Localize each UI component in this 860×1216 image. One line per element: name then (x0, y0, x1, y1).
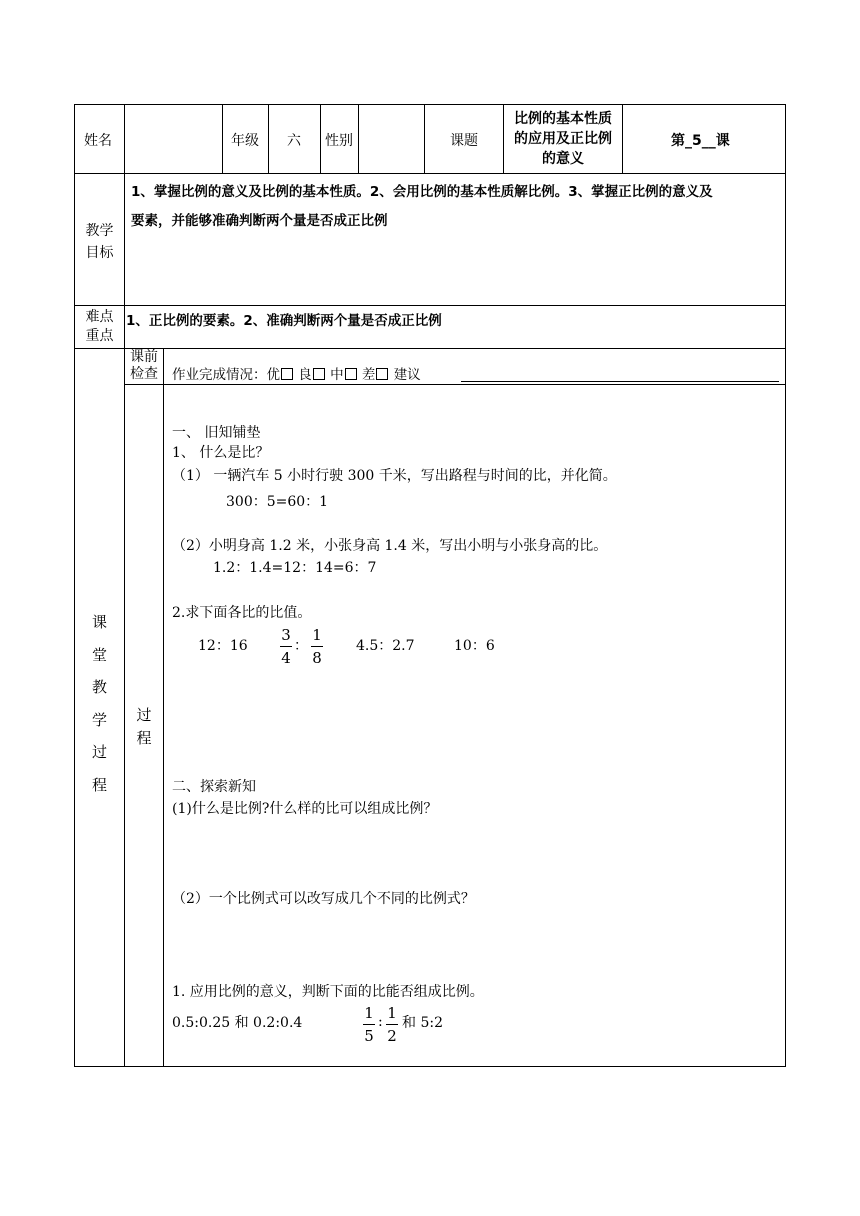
checkbox-mid[interactable] (345, 368, 357, 380)
pre-check-label-line: 检查 (130, 366, 158, 382)
goals-text-line2: 要素，并能够准确判断两个量是否成正比例 (131, 213, 388, 229)
topic-line: 的意义 (542, 151, 584, 167)
fraction-a (280, 626, 292, 667)
key-points-label-line: 难点 (85, 309, 114, 325)
opt-good-label: 良 (298, 367, 312, 383)
section2-question-2: （2）一个比例式可以改写成几个不同的比例式？ (172, 891, 475, 907)
fraction-separator: ： (294, 638, 308, 654)
ratio-d: 10：6 (454, 638, 495, 654)
homework-status-label: 作业完成情况：优 (172, 367, 280, 383)
grade-label: 年级 (231, 133, 259, 149)
ratio-a: 12：16 (198, 638, 248, 654)
question-1-2-answer: 1.2：1.4=12：14=6：7 (213, 560, 377, 576)
classroom-label-char: 教 (91, 678, 107, 696)
fraction-a-num: 3 (281, 626, 291, 644)
question-1-1: （1） 一辆汽车 5 小时行驶 300 千米，写出路程与时间的比，并化简。 (172, 468, 617, 484)
checkbox-excellent[interactable] (281, 368, 293, 380)
process-label-char: 程 (136, 729, 152, 747)
suggest-label: 建议 (393, 367, 421, 383)
checkbox-good[interactable] (313, 368, 325, 380)
exercise-1-item-a: 0.5:0.25 和 0.2:0.4 (172, 1015, 303, 1031)
opt-poor-label: 差 (361, 367, 376, 383)
classroom-label-char: 堂 (91, 645, 107, 664)
pre-check-label (125, 349, 163, 383)
fraction-b-den: 8 (312, 649, 322, 667)
process-label-char: 过 (136, 706, 152, 724)
suggest-input-line[interactable] (461, 381, 779, 382)
classroom-label-char: 程 (91, 775, 107, 794)
fraction-c (363, 1004, 375, 1045)
gender-label: 性别 (325, 133, 353, 149)
question-1-2: （2）小明身高 1.2 米，小张身高 1.4 米，写出小明与小张身高的比。 (172, 538, 608, 554)
key-points-text: 1、正比例的要素。2、准确判断两个量是否成正比例 (126, 313, 442, 329)
lesson-number: 第_5__课 (671, 133, 730, 149)
pre-check-label-line: 课前 (130, 349, 158, 365)
question-1: 1、 什么是比？ (172, 445, 270, 461)
process-label (125, 704, 163, 750)
classroom-label (75, 606, 124, 801)
classroom-label-char: 课 (91, 613, 107, 631)
fraction-d (386, 1004, 398, 1045)
goals-label (75, 220, 124, 264)
classroom-label-char: 过 (91, 743, 107, 761)
fraction-c-num: 1 (364, 1004, 374, 1022)
key-points-label (75, 308, 124, 346)
goals-label-line: 教学 (85, 223, 114, 239)
topic-label: 课题 (450, 133, 478, 149)
section2-question-1: (1)什么是比例?什么样的比可以组成比例？ (172, 801, 438, 817)
fraction-b (311, 626, 323, 667)
ratio-c: 4.5：2.7 (356, 638, 415, 654)
section2-exercise-1: 1. 应用比例的意义，判断下面的比能否组成比例。 (172, 984, 484, 1000)
key-points-label-line: 重点 (85, 328, 114, 344)
section1-title: 一、 旧知铺垫 (172, 425, 261, 441)
topic-line: 的应用及正比例 (514, 131, 612, 147)
question-2: 2.求下面各比的比值。 (172, 605, 312, 621)
checkbox-poor[interactable] (376, 368, 388, 380)
goals-label-line: 目标 (85, 245, 114, 261)
goals-text-line1: 1、掌握比例的意义及比例的基本性质。2、会用比例的基本性质解比例。3、掌握正比例的意义及 (131, 184, 713, 200)
name-label: 姓名 (84, 133, 112, 149)
classroom-label-char: 学 (91, 710, 107, 729)
fraction-d-num: 1 (387, 1004, 397, 1022)
topic-line: 比例的基本性质 (514, 111, 612, 127)
colon: : (378, 1014, 383, 1030)
fraction-a-den: 4 (281, 649, 291, 667)
fraction-d-den: 2 (387, 1027, 397, 1045)
section2-title: 二、探索新知 (172, 779, 256, 795)
grade-value: 六 (287, 133, 301, 149)
pre-check-row (172, 366, 421, 384)
fraction-b-num: 1 (312, 626, 322, 644)
exercise-1-item-b-tail: 和 5:2 (402, 1015, 443, 1031)
fraction-c-den: 5 (364, 1027, 374, 1045)
topic-value (504, 109, 622, 169)
opt-mid-label: 中 (330, 367, 344, 383)
question-1-1-answer: 300：5=60：1 (226, 494, 329, 510)
